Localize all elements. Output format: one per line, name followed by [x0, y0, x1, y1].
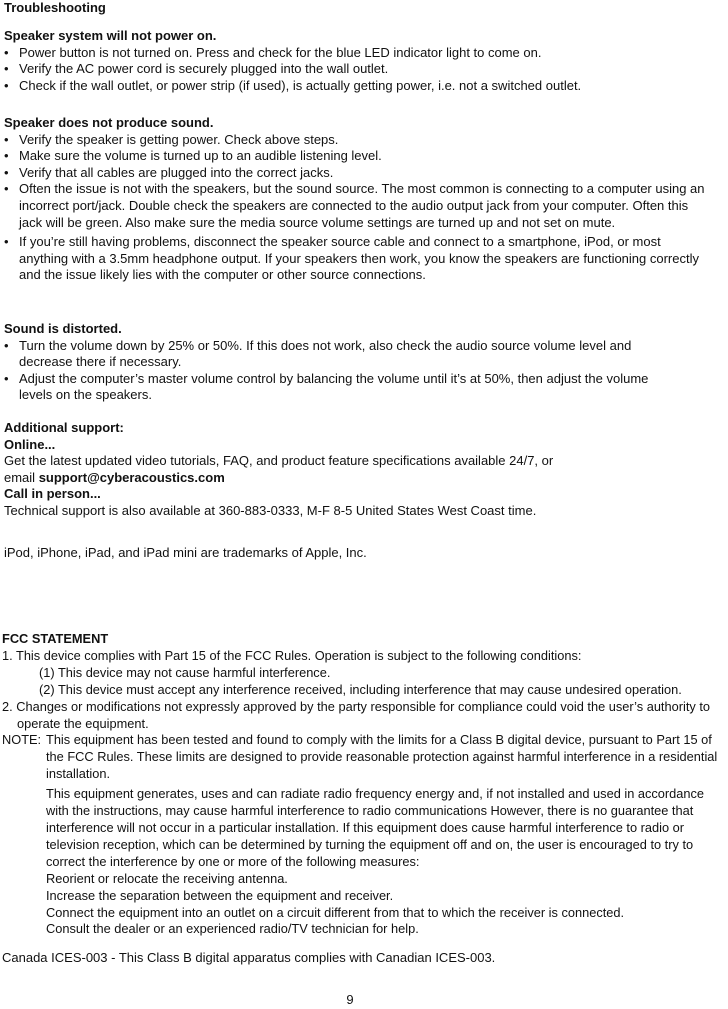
list-item: • Turn the volume down by 25% or 50%. If this does not work, also check the audio source volume level and decrease there if necessary.	[4, 338, 674, 371]
fcc-measure: Connect the equipment into an outlet on a circuit different from that to which the receiver is connected.	[46, 904, 625, 920]
note-label: NOTE:	[2, 732, 42, 748]
section-heading: Sound is distorted.	[4, 321, 122, 336]
person-text: Technical support is also available at 360-883-0333, M-F 8-5 United States West Coast time.	[4, 502, 537, 518]
list-item: • Make sure the volume is turned up to an audible listening level.	[4, 148, 709, 165]
list-item: • Check if the wall outlet, or power strip (if used), is actually getting power, i.e. not a switched outlet.	[4, 78, 726, 95]
fcc-note	[2, 732, 728, 783]
fcc-heading: FCC STATEMENT	[2, 631, 109, 646]
fcc-measure: Consult the dealer or an experienced radio/TV technician for help.	[46, 921, 419, 937]
fcc-condition-2: (2) This device must accept any interference received, including interference that may cause undesired operation.	[39, 681, 682, 697]
fcc-line-1: 1. This device complies with Part 15 of the FCC Rules. Operation is subject to the following conditions:	[2, 647, 582, 663]
email-line	[4, 470, 726, 487]
bullet-list	[4, 132, 709, 284]
fcc-line-2: 2. Changes or modifications not expressly approved by the party responsible for compliance could void the user’s authority to operate the equipment.	[2, 698, 711, 731]
online-heading: Online...	[4, 436, 56, 452]
page-title: Troubleshooting	[4, 0, 106, 15]
trademark-note: iPod, iPhone, iPad, and iPad mini are trademarks of Apple, Inc.	[4, 545, 367, 560]
section-distorted	[4, 321, 674, 404]
list-item: • Verify the AC power cord is securely plugged into the wall outlet.	[4, 61, 726, 78]
list-item: • Power button is not turned on. Press and check for the blue LED indicator light to come on.	[4, 45, 726, 62]
section-heading: Speaker does not produce sound.	[4, 115, 214, 130]
online-text: Get the latest updated video tutorials, FAQ, and product feature specifications available 24/7, or	[4, 453, 554, 469]
fcc-statement	[2, 631, 728, 938]
email-prefix: email	[4, 469, 39, 485]
support-email-link[interactable]: support@cyberacoustics.com	[38, 469, 225, 485]
canada-compliance: Canada ICES-003 - This Class B digital apparatus complies with Canadian ICES-003.	[2, 950, 496, 965]
list-item: • Adjust the computer’s master volume control by balancing the volume until it’s at 50%, then adjust the volume levels on the speakers.	[4, 371, 674, 404]
fcc-measure: Increase the separation between the equipment and receiver.	[46, 887, 394, 903]
bullet-list	[4, 45, 726, 95]
bullet-list	[4, 338, 674, 404]
list-item: • Verify the speaker is getting power. Check above steps.	[4, 132, 709, 149]
list-item: • Verify that all cables are plugged into the correct jacks.	[4, 165, 709, 182]
section-no-sound	[4, 115, 709, 284]
section-support	[4, 420, 726, 520]
section-heading: Speaker system will not power on.	[4, 28, 217, 43]
note-text: This equipment has been tested and found to comply with the limits for a Class B digital device, pursuant to Part 15 of the FCC Rules. These limits are designed to provide reasonable protection against harmful interference in a residential installation.	[46, 732, 718, 782]
list-item: • Often the issue is not with the speakers, but the sound source. The most common is connecting to a computer using an incorrect port/jack. Double check the speakers are connected to the audio output jack from your computer. Often this jack will be green. Also make sure the media source volume settings are turned up and not set on mute.	[4, 181, 709, 231]
fcc-details	[2, 786, 728, 938]
person-heading: Call in person...	[4, 486, 101, 502]
page-number: 9	[346, 992, 354, 1007]
fcc-paragraph: This equipment generates, uses and can radiate radio frequency energy and, if not installed and used in accordance with the instructions, may cause harmful interference to radio communications However, there is no guarantee that interference will not occur in a particular installation. If this equipment does cause harmful interference to radio or television reception, which can be determined by turning the equipment off and on, the user is encouraged to try to correct the interference by one or more of the following measures:	[46, 786, 705, 869]
section-heading: Additional support:	[4, 420, 124, 435]
fcc-measure: Reorient or relocate the receiving antenna.	[46, 870, 288, 886]
section-no-power	[4, 28, 726, 94]
fcc-condition-1: (1) This device may not cause harmful interference.	[39, 664, 331, 680]
list-item: • If you’re still having problems, disconnect the speaker source cable and connect to a smartphone, iPod, or most anything with a 3.5mm headphone output. If your speakers then work, you know the speakers are functioning correctly and the issue likely lies with the computer or other source connections.	[4, 234, 709, 284]
